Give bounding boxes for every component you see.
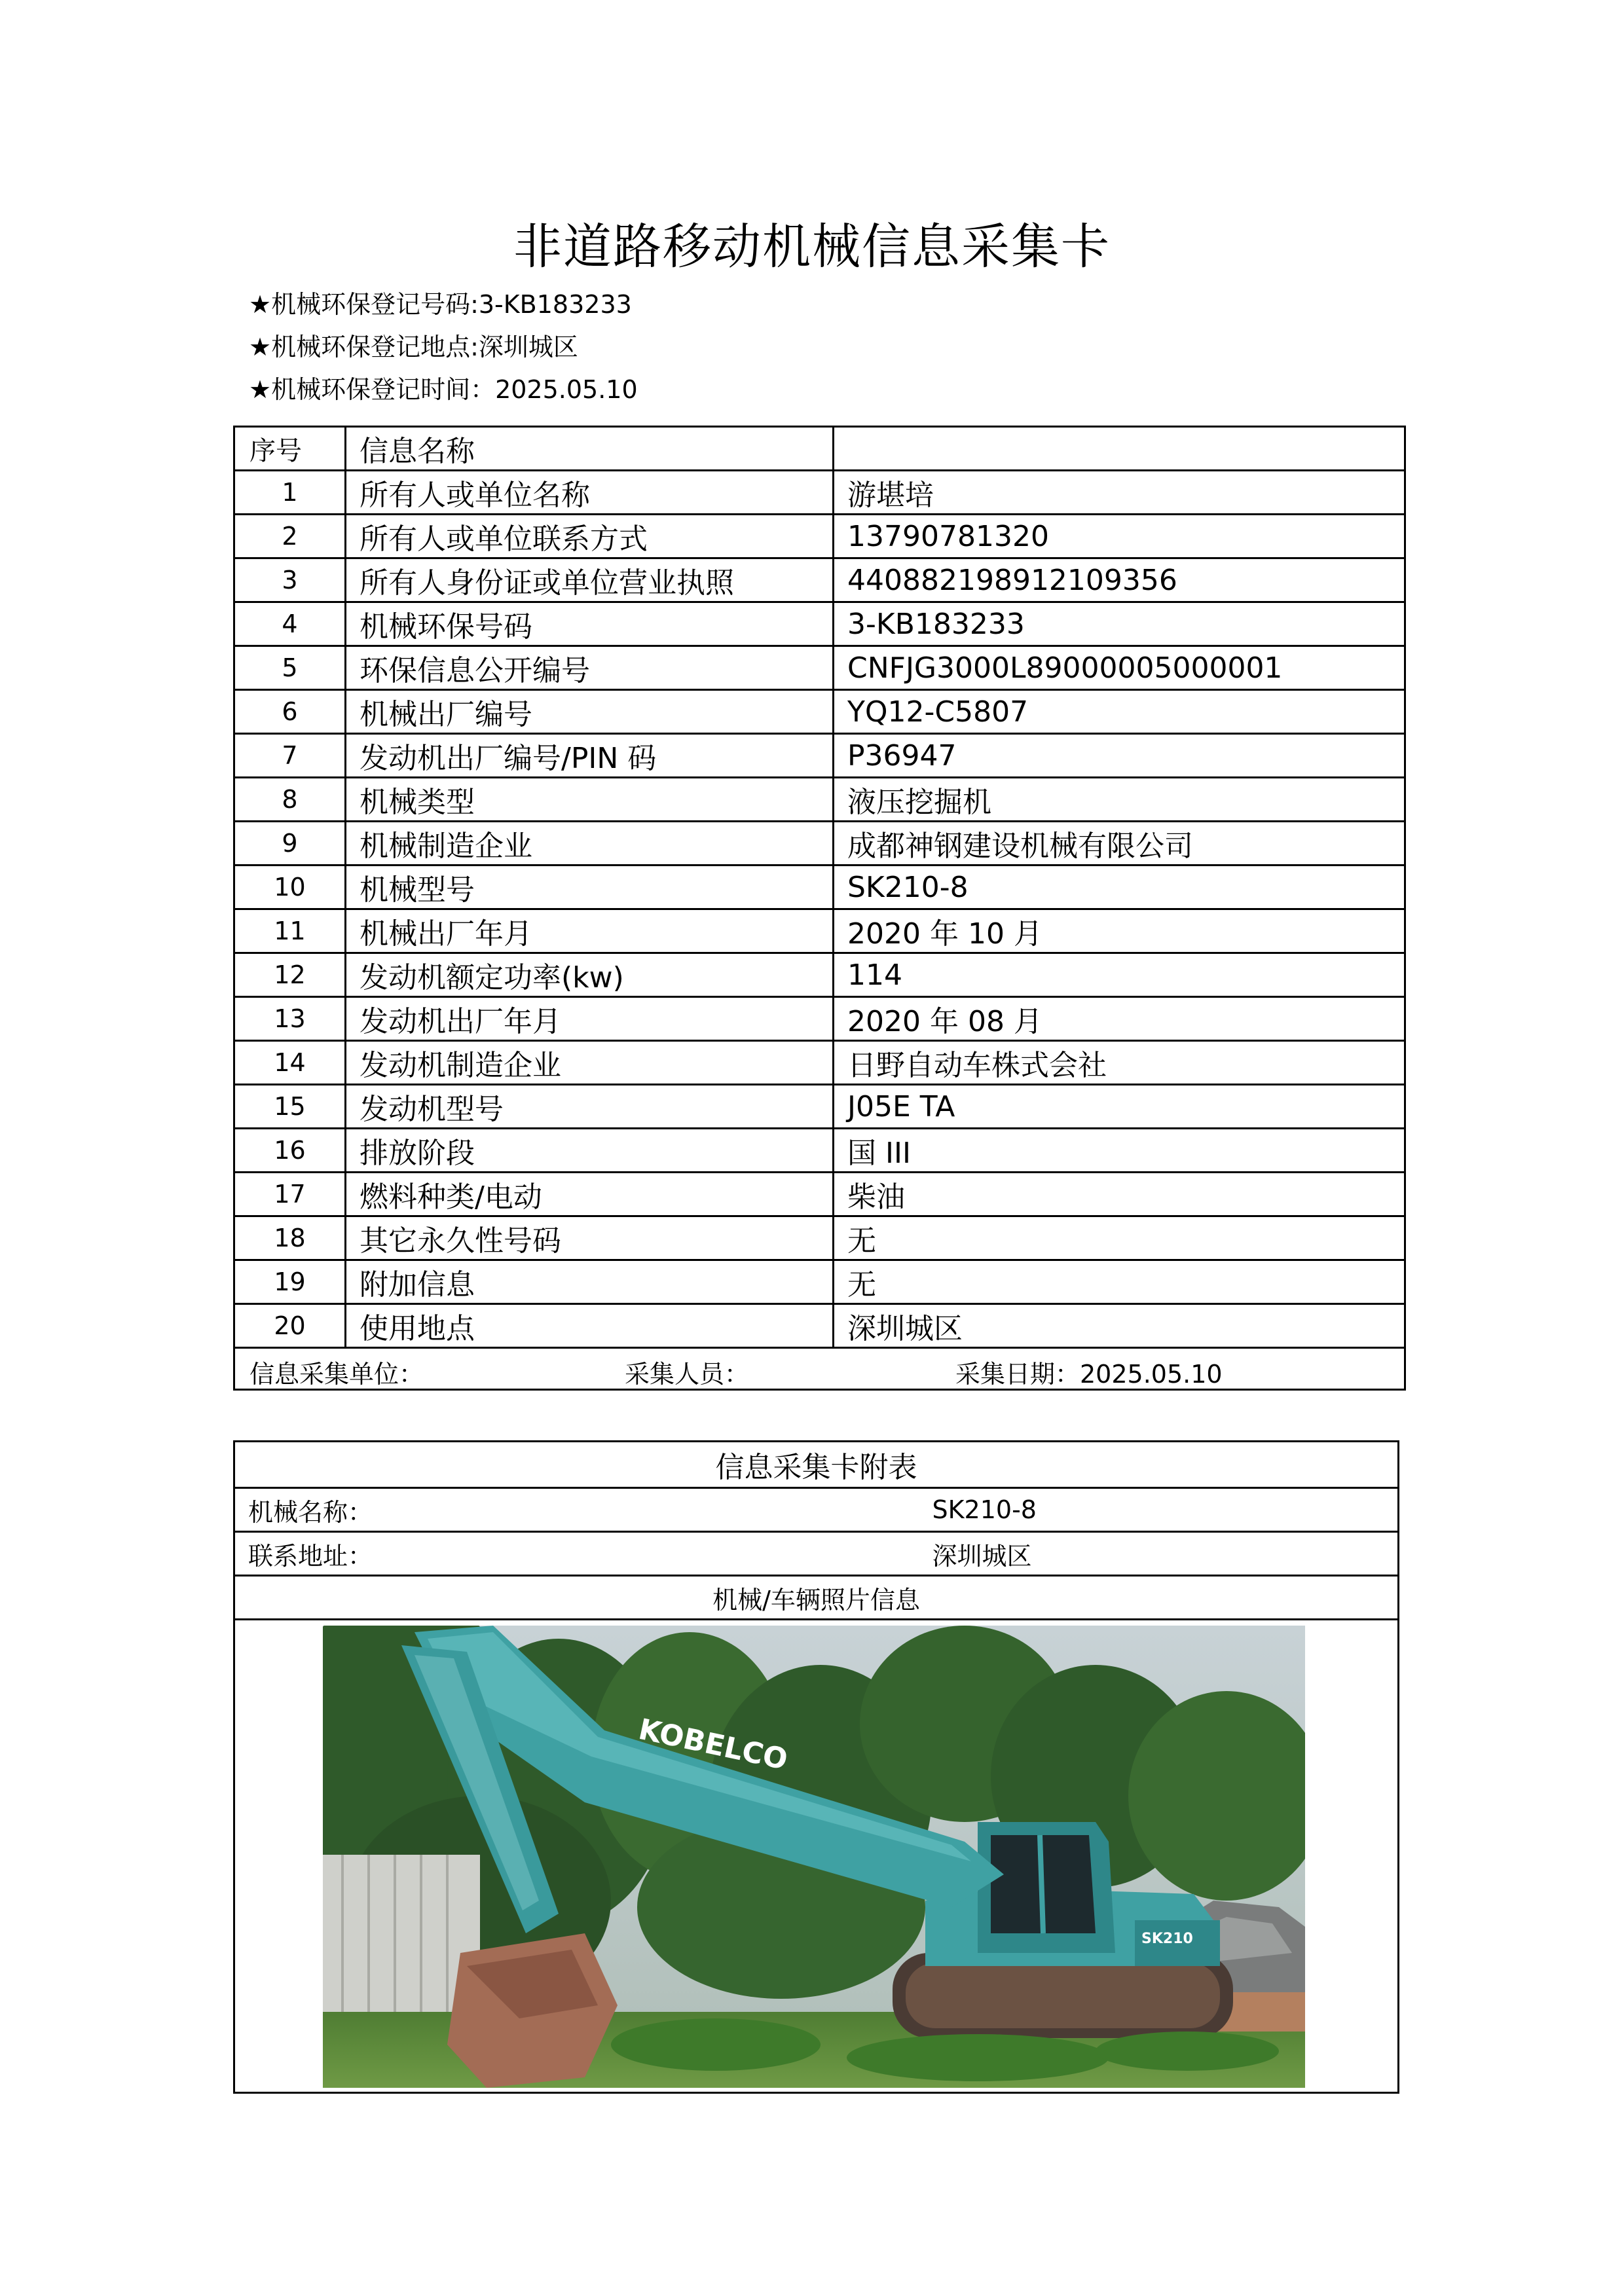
row-seq: 5 [234,646,346,690]
header-seq: 序号 [234,427,346,471]
table-header-row [234,427,1405,471]
table-row [234,822,1405,866]
row-value: CNFJG3000L89000005000001 [834,646,1405,690]
row-value: 13790781320 [834,515,1405,558]
table-row [234,1085,1405,1129]
table-row [234,1260,1405,1304]
row-name: 发动机制造企业 [346,1041,834,1085]
row-seq: 15 [234,1085,346,1129]
row-name: 所有人或单位名称 [346,471,834,515]
row-value: 440882198912109356 [834,558,1405,602]
address-label: 联系地址： [234,1532,640,1576]
row-seq: 3 [234,558,346,602]
collection-unit: 信息采集单位： [249,1360,424,1389]
address-value: 深圳城区 [640,1532,1399,1576]
row-seq: 2 [234,515,346,558]
registration-location: ★机械环保登记地点:深圳城区 [249,333,578,361]
appendix-title: 信息采集卡附表 [234,1442,1399,1488]
row-value: 国 III [834,1129,1405,1173]
row-seq: 16 [234,1129,346,1173]
row-seq: 4 [234,602,346,646]
header-name: 信息名称 [346,427,834,471]
row-value: 114 [834,953,1405,997]
row-value: P36947 [834,734,1405,778]
row-seq: 8 [234,778,346,822]
row-seq: 10 [234,866,346,909]
table-row [234,1129,1405,1173]
row-name: 排放阶段 [346,1129,834,1173]
row-value: J05E TA [834,1085,1405,1129]
photo-brand-text: KOBELCO [635,1712,791,1777]
row-name: 机械出厂年月 [346,909,834,953]
table-row [234,997,1405,1041]
collection-date: 采集日期：2025.05.10 [955,1360,1223,1389]
row-value: 3-KB183233 [834,602,1405,646]
table-row [234,866,1405,909]
row-seq: 17 [234,1173,346,1216]
row-name: 发动机出厂年月 [346,997,834,1041]
row-name: 机械型号 [346,866,834,909]
row-value: SK210-8 [834,866,1405,909]
table-row [234,690,1405,734]
row-name: 发动机出厂编号/PIN 码 [346,734,834,778]
row-seq: 1 [234,471,346,515]
row-seq: 19 [234,1260,346,1304]
row-seq: 14 [234,1041,346,1085]
row-value: 无 [834,1216,1405,1260]
row-name: 所有人身份证或单位营业执照 [346,558,834,602]
row-name: 其它永久性号码 [346,1216,834,1260]
table-row [234,909,1405,953]
row-name: 发动机额定功率(kw) [346,953,834,997]
row-name: 机械制造企业 [346,822,834,866]
page-title: 非道路移动机械信息采集卡 [513,219,1111,275]
table-row [234,1041,1405,1085]
photo-cell [234,1620,1399,2093]
row-value: 深圳城区 [834,1304,1405,1348]
row-name: 燃料种类/电动 [346,1173,834,1216]
info-table [233,426,1406,1391]
row-name: 所有人或单位联系方式 [346,515,834,558]
row-name: 发动机型号 [346,1085,834,1129]
row-value: 游堪培 [834,471,1405,515]
table-row [234,953,1405,997]
excavator-photo [323,1626,1305,2088]
machine-name-value: SK210-8 [640,1488,1399,1532]
row-seq: 13 [234,997,346,1041]
table-row [234,1304,1405,1348]
row-seq: 11 [234,909,346,953]
row-value: 2020 年 10 月 [834,909,1405,953]
row-seq: 9 [234,822,346,866]
row-value: 液压挖掘机 [834,778,1405,822]
row-seq: 6 [234,690,346,734]
photo-title: 机械/车辆照片信息 [234,1576,1399,1620]
table-row [234,515,1405,558]
registration-number: ★机械环保登记号码:3-KB183233 [249,290,632,319]
table-row [234,471,1405,515]
row-value: 日野自动车株式会社 [834,1041,1405,1085]
header-value [834,427,1405,471]
row-value: 成都神钢建设机械有限公司 [834,822,1405,866]
row-seq: 20 [234,1304,346,1348]
collection-person: 采集人员： [625,1360,750,1389]
row-name: 机械出厂编号 [346,690,834,734]
row-name: 机械类型 [346,778,834,822]
table-row [234,1173,1405,1216]
row-seq: 7 [234,734,346,778]
row-value: 无 [834,1260,1405,1304]
appendix-table [233,1440,1399,2094]
row-value: 2020 年 08 月 [834,997,1405,1041]
registration-time: ★机械环保登记时间：2025.05.10 [249,375,638,404]
row-value: 柴油 [834,1173,1405,1216]
table-row [234,778,1405,822]
table-row [234,558,1405,602]
table-row [234,734,1405,778]
machine-name-label: 机械名称： [234,1488,640,1532]
photo-model-mark: SK210 [1141,1931,1193,1947]
table-row [234,602,1405,646]
table-row [234,1216,1405,1260]
table-footer-row [234,1348,1405,1390]
table-row [234,646,1405,690]
row-name: 使用地点 [346,1304,834,1348]
row-name: 环保信息公开编号 [346,646,834,690]
row-name: 附加信息 [346,1260,834,1304]
row-seq: 12 [234,953,346,997]
row-name: 机械环保号码 [346,602,834,646]
row-seq: 18 [234,1216,346,1260]
row-value: YQ12-C5807 [834,690,1405,734]
